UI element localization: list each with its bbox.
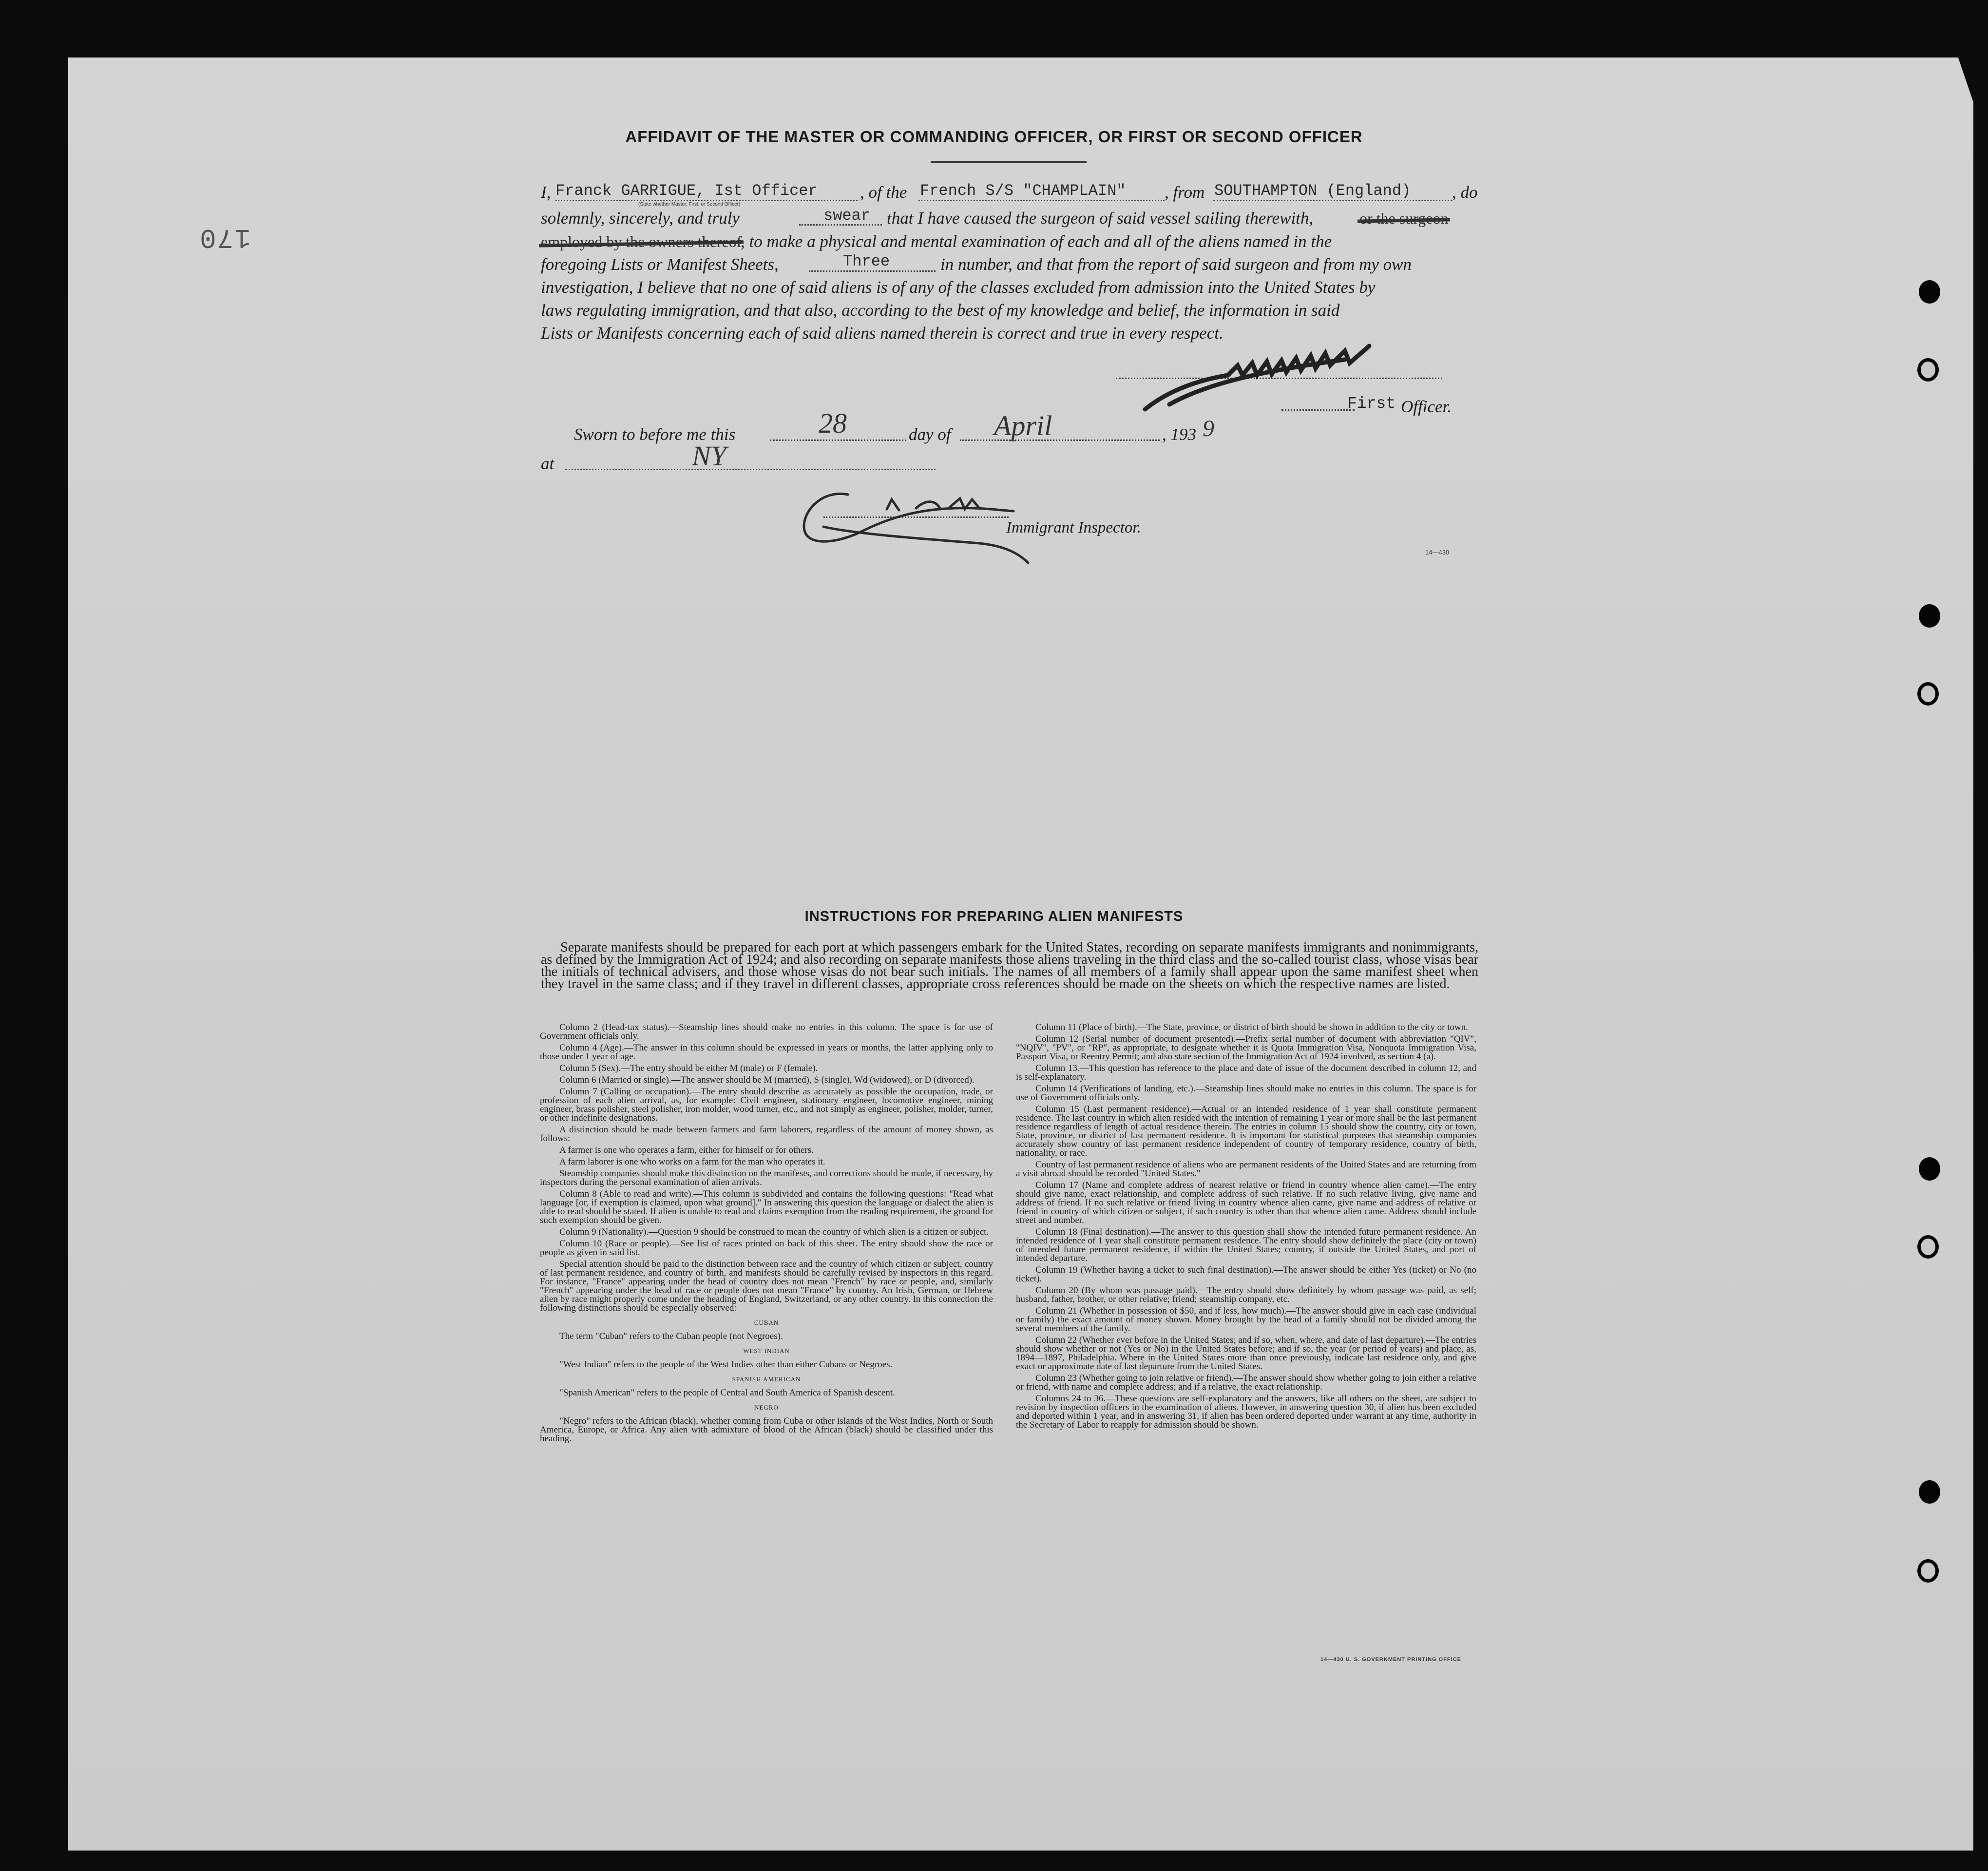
printer-imprint: 14—430 U. S. GOVERNMENT PRINTING OFFICE: [1320, 1657, 1461, 1662]
officer-name-line: [555, 200, 858, 201]
oath-word: swear: [823, 207, 871, 225]
instruction-paragraph: Column 12 (Serial number of document presented).—Prefix serial number of document with abbreviation "QIV", "NQIV", "PV", or "RP", as appropriate, to designate whether it is Quota Immigration Visa, Nonquota Immigration Visa, Passport Visa, or Reentry Permit; and also state section of the Immigration Act of 1924 involved, as section 4 (a).: [1016, 1034, 1476, 1062]
aff-line7: Lists or Manifests concerning each of said aliens named therein is correct and true in every respect.: [541, 324, 1223, 343]
instruction-paragraph: Column 11 (Place of birth).—The State, province, or district of birth should be shown in addition to the city or town.: [1035, 1022, 1468, 1032]
port-from: SOUTHAMPTON (England): [1214, 182, 1411, 200]
oath-line: [799, 224, 882, 226]
vessel-line: [918, 200, 1165, 201]
aff-line2-b: that I have caused the surgeon of said vessel sailing therewith,: [887, 209, 1314, 228]
aff-line4-b: in number, and that from the report of said surgeon and from my own: [940, 255, 1412, 274]
at-place-line: [565, 469, 936, 470]
instruction-paragraph: Column 18 (Final destination).—The answer to this question shall show the intended future permanent residence. An intended residence of 1 year shall constitute permanent residence. The entry should show definitely the place (city or town) of intended future permanent residence, if within the United States; country, if outside the United States, and port of intended departure.: [1016, 1227, 1476, 1263]
aff-line3-b: , to make a physical and mental examination of each and all of the aliens named in the: [741, 232, 1332, 251]
instruction-paragraph: Columns 24 to 36.—These questions are self-explanatory and the answers, like all others on the sheet, are subject to revision by inspection officers in the examination of aliens. However, in answering question 30, if alien has been excluded and deported within 1 year, and in answering 31, if alien has been ordered deported under warrant at any time, authority in the Secretary of Labor to reapply for admission should be shown.: [1016, 1394, 1476, 1430]
instruction-paragraph: Column 9 (Nationality).—Question 9 should be construed to mean the country of which alien is a citizen or subject.: [559, 1227, 989, 1237]
subheading-west-indian: WEST INDIAN: [743, 1347, 790, 1355]
sheets-count: Three: [843, 252, 890, 270]
sworn-c: , 193: [1162, 425, 1196, 444]
instruction-paragraph: Column 17 (Name and complete address of nearest relative or friend in country whence alien came).—The entry should give name, exact relationship, and complete address of such relative. If no such relative living, give name and address of friend. If no such relative or friend living in country whence alien came, give name and address of relative or friend in country of which citizen or subject, if such country is other than that whence alien came. Address should include street and number.: [1016, 1180, 1476, 1225]
subheading-spanish-american: SPANISH AMERICAN: [732, 1375, 801, 1383]
binder-hole: [1917, 682, 1939, 706]
instruction-paragraph: Column 19 (Whether having a ticket to such final destination).—The answer should be either Yes (ticket) or No (no ticket).: [1016, 1265, 1476, 1284]
instruction-paragraph: Column 23 (Whether going to join relative or friend).—The answer should show whether going to join either a relative or friend, with name and complete address; and if a relative, the exact relationship.: [1016, 1373, 1476, 1392]
aff-line4-a: foregoing Lists or Manifest Sheets,: [541, 255, 779, 274]
aff-line1-a: I,: [541, 183, 551, 202]
sworn-month-line: [960, 439, 1160, 441]
sworn-day: 28: [819, 407, 847, 439]
instruction-paragraph: A farm laborer is one who works on a farm for the man who operates it.: [559, 1157, 825, 1167]
instructions-title: INSTRUCTIONS FOR PREPARING ALIEN MANIFESTS: [804, 909, 1184, 924]
subheading-negro: NEGRO: [754, 1404, 779, 1411]
instruction-paragraph: Column 22 (Whether ever before in the United States; and if so, when, where, and date of last departure).—The entries should show whether or not (Yes or No) in the United States before; and if so, the year (or period of years) and place, as, 1894—1897, Philadelphia. Where in the United States more than once previously, indicate last residence only, and give exact or approximate date of last departure from the United States.: [1016, 1335, 1476, 1372]
instructions-left-column: [540, 1023, 993, 1446]
instruction-paragraph: Column 4 (Age).—The answer in this column should be expressed in years or months, the latter applying only to those under 1 year of age.: [540, 1043, 993, 1062]
sheets-line: [809, 270, 936, 272]
officer-name: Franck GARRIGUE, Ist Officer: [555, 182, 818, 200]
vessel-name: French S/S "CHAMPLAIN": [920, 182, 1126, 200]
instruction-paragraph: Column 6 (Married or single).—The answer should be M (married), S (single), Wd (widowed), or D (divorced).: [559, 1075, 975, 1085]
instruction-paragraph: Column 13.—This question has reference to the place and date of issue of the document described in column 12, and is self-explanatory.: [1016, 1063, 1476, 1082]
instruction-paragraph: Column 10 (Race or people).—See list of races printed on back of this sheet. The entry should show the race or people as given in said list.: [540, 1239, 993, 1258]
inspector-label: Immigrant Inspector.: [1006, 519, 1141, 536]
affidavit-title: AFFIDAVIT OF THE MASTER OR COMMANDING OFFICER, OR FIRST OR SECOND OFFICER: [625, 128, 1363, 146]
binder-hole: [1917, 358, 1939, 382]
aff-line1-d: , do: [1452, 183, 1478, 202]
instruction-paragraph: "West Indian" refers to the people of the West Indies other than either Cubans or Negroes.: [559, 1359, 893, 1370]
sworn-year-digit: 9: [1203, 416, 1214, 441]
instruction-paragraph: Column 15 (Last permanent residence).—Actual or an intended residence of 1 year shall constitute permanent residence. The last country in which alien resided with the intention of remaining 1 year or more shall be the last permanent residence regardless of length of actual residence therein. The entries in column 15 should show the country, city or town, State, province, or district of last permanent residence. It is important for statistical purposes that steamship companies accurately show country of last permanent residence independent of country of temporary residence, country of birth, nationality, or race.: [1016, 1104, 1476, 1158]
struck-surgeon: or the surgeon: [1359, 210, 1449, 227]
officer-title-line: [1281, 409, 1355, 411]
aff-line1-c: , from: [1165, 183, 1205, 202]
at-label: at: [541, 454, 554, 473]
aff-line2-a: solemnly, sincerely, and truly: [541, 209, 740, 228]
instruction-paragraph: Country of last permanent residence of aliens who are permanent residents of the United States and are returning from a visit abroad should be recorded "United States.": [1016, 1160, 1476, 1179]
instruction-paragraph: Column 21 (Whether in possession of $50, and if less, how much).—The answer should give in each case (individual or family) the exact amount of money shown. Money brought by the head of a family should not be divided among the several members of the family.: [1016, 1306, 1476, 1334]
aff-line1-b: , of the: [860, 183, 907, 202]
instruction-paragraph: Column 7 (Calling or occupation).—The entry should describe as accurately as possible the occupation, trade, or profession of each alien arrival, as, for example: Civil engineer, stationary engineer, locomotive engineer, mining engineer, brass polisher, steel polisher, iron molder, wood turner, etc., and not simply as engineer, polisher, molder, turner, or other indefinite designations.: [540, 1087, 993, 1123]
at-place: NY: [692, 440, 726, 472]
port-line: [1213, 200, 1452, 201]
sworn-b: day of: [909, 425, 951, 444]
instruction-paragraph: The term "Cuban" refers to the Cuban people (not Negroes).: [559, 1331, 783, 1341]
instruction-paragraph: Special attention should be paid to the distinction between race and the country of which citizen or subject, country of last permanent residence, and country of birth, and manifests should be carefully revised by inspectors in this regard. For instance, "France" appearing under the head of country does not mean "French" by race or people, and, similarly "French" appearing under the head of race or people does not mean "France" by country. An Irish, German, or Hebrew alien by race might properly come under the heading of England, Switzerland, or any other country. In this connection the following distinctions should be especially observed:: [540, 1259, 993, 1313]
instructions-right-column: [1016, 1023, 1476, 1432]
instruction-paragraph: Column 14 (Verifications of landing, etc.).—Steamship lines should make no entries in this column. The space is for use of Government officials only.: [1016, 1084, 1476, 1103]
sworn-a: Sworn to before me this: [574, 425, 736, 444]
margin-number: 170: [199, 222, 251, 253]
instruction-paragraph: "Spanish American" refers to the people of Central and South America of Spanish descent.: [559, 1388, 895, 1398]
binder-hole: [1919, 280, 1940, 304]
instruction-paragraph: A farmer is one who operates a farm, either for himself or for others.: [559, 1145, 814, 1155]
binder-hole: [1919, 1480, 1940, 1504]
instruction-paragraph: Column 8 (Able to read and write).—This column is subdivided and contains the following questions: "Read what language [or, if exemption is claimed, upon what ground]." In answering this question the language or dialect the alien is able to read should be stated. If alien is unable to read and claims exemption from the reading requirement, the ground for such exemption should be given.: [540, 1189, 993, 1225]
aff-line5: investigation, I believe that no one of said aliens is of any of the classes excluded from admission into the United States by: [541, 278, 1376, 297]
aff-line6: laws regulating immigration, and that also, according to the best of my knowledge and belief, the information in said: [541, 301, 1340, 320]
instruction-paragraph: Steamship companies should make this distinction on the manifests, and corrections should be made, if necessary, by inspectors during the personal examination of alien arrivals.: [540, 1168, 993, 1187]
instruction-paragraph: Column 2 (Head-tax status).—Steamship lines should make no entries in this column. The space is for use of Government officials only.: [540, 1022, 993, 1041]
officer-suffix: Officer.: [1401, 397, 1452, 416]
instruction-paragraph: Column 5 (Sex).—The entry should be either M (male) or F (female).: [559, 1063, 818, 1073]
instruction-paragraph: "Negro" refers to the African (black), whether coming from Cuba or other islands of the West Indies, North or South America, Europe, or Africa. Any alien with admixture of blood of the African (black) should be classified under this heading.: [540, 1416, 993, 1444]
officer-title: First: [1347, 395, 1396, 413]
sworn-month: April: [994, 410, 1052, 441]
binder-hole: [1919, 604, 1940, 628]
subheading-cuban: CUBAN: [754, 1319, 779, 1326]
sworn-day-line: [770, 439, 906, 441]
instruction-paragraph: Column 20 (By whom was passage paid).—The entry should show definitely by whom passage was paid, as self; husband, father, brother, or other relative; friend; steamship company, etc.: [1016, 1285, 1476, 1304]
instructions-intro: Separate manifests should be prepared for each port at which passengers embark for the United States, recording on separate manifests immigrants and nonimmigrants, as defined by the Immigration Act of 1924; and also recording on separate manifests those aliens traveling in the third class and the so-called tourist class, whose visas bear the initials of technical advisers, and those whose visas do not bear such initials. The names of all members of a family shall appear upon the same manifest sheet when they travel in the same class; and if they travel in different classes, appropriate cross references should be made on the sheets on which the respective names are listed.: [541, 940, 1478, 992]
instruction-paragraph: A distinction should be made between farmers and farm laborers, regardless of the amount of money shown, as follows:: [540, 1125, 993, 1144]
title-rule: [931, 161, 1087, 163]
form-number: 14—430: [1425, 549, 1450, 556]
rank-note: (State whether Master, First, or Second Officer): [638, 202, 741, 207]
binder-hole: [1917, 1559, 1939, 1583]
binder-hole: [1919, 1157, 1940, 1181]
binder-hole: [1917, 1235, 1939, 1259]
struck-owners: employed by the owners thereof: [541, 233, 742, 250]
